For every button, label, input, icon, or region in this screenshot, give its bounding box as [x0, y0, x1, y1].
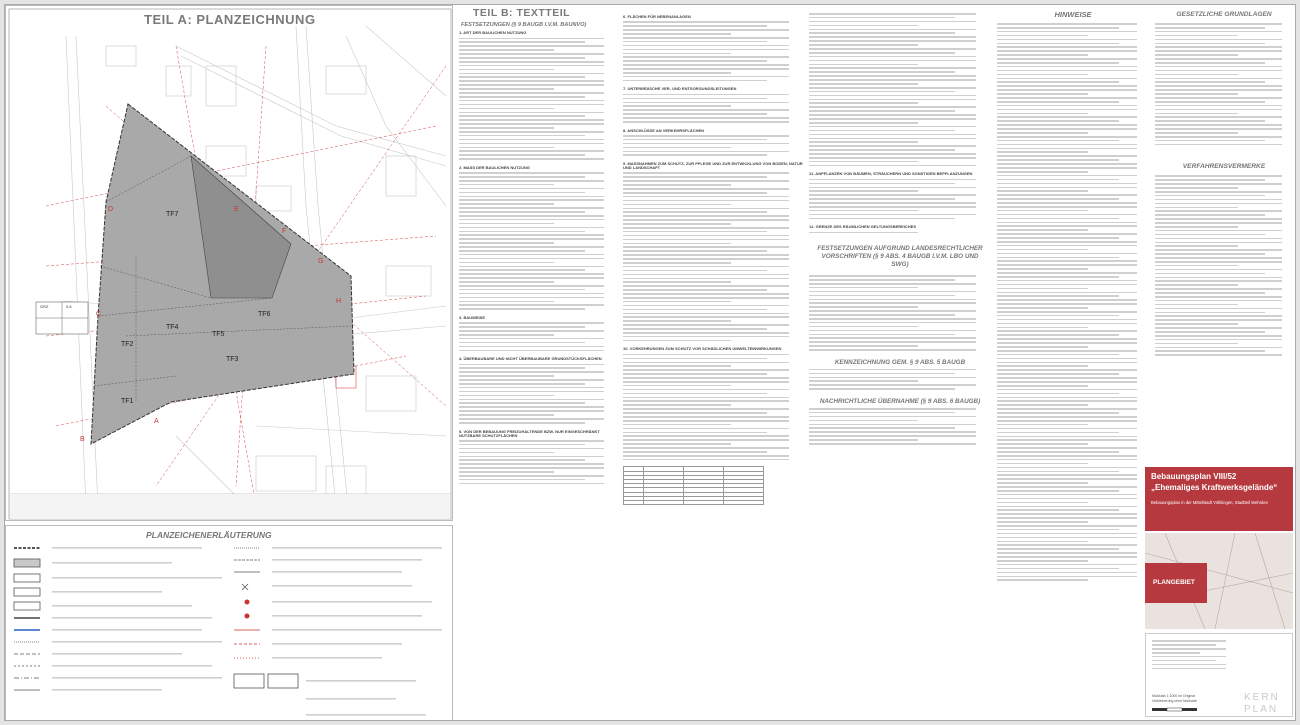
- footer-block: [1145, 633, 1293, 717]
- plan-map: [6, 6, 453, 521]
- section-6-heading: 6. FLÄCHEN FÜR NEBENANLAGEN: [623, 14, 691, 19]
- section-1-text: [459, 38, 617, 160]
- scale-bar: [1152, 706, 1212, 714]
- overview-map: [1145, 533, 1293, 629]
- section-1-heading: 1. ART DER BAULICHEN NUTZUNG: [459, 30, 527, 36]
- section-11-text: [809, 179, 991, 220]
- legend-title: PLANZEICHENERLÄUTERUNG: [146, 530, 272, 540]
- section-letter-d: D: [108, 206, 114, 213]
- zone-label-tf4: TF4: [166, 324, 179, 331]
- section-3-text: [459, 322, 617, 351]
- section-letter-h: H: [336, 298, 342, 305]
- hinweise-text: [997, 23, 1149, 581]
- scale-note: Maßstab 1:1000 im Original: [1152, 694, 1195, 698]
- kennzeichnung-text: [809, 369, 991, 390]
- section-3-heading: 3. BAUWEISE: [459, 314, 486, 320]
- section-9-text: [623, 172, 803, 341]
- section-letter-a: A: [154, 418, 159, 425]
- plan-drawing-panel: [5, 5, 453, 521]
- bplan-name: „Ehemaliges Kraftwerksgelände“: [1151, 483, 1278, 492]
- gesetz-text: [1155, 23, 1293, 145]
- zone-label-tf7: TF7: [166, 211, 179, 218]
- section-7-heading: 7. UNTERIRDISCHE VER- UND ENTSORGUNGSLEITUNGEN: [623, 86, 737, 92]
- section-12-text: [809, 232, 991, 234]
- hinweise-title: HINWEISE: [1054, 10, 1092, 19]
- section-4-text: [459, 364, 617, 424]
- footer-text: [1152, 638, 1232, 671]
- section-5-text: [459, 440, 617, 484]
- section-5-heading: 5. VON DER BEBAUUNG FREIZUHALTENDE BZW. NUR EINGESCHRÄNKT NUTZBARE SCHUTZFLÄCHEN: [459, 428, 600, 438]
- section-11-heading: 11. ANPFLANZEN VON BÄUMEN, STRÄUCHERN UND SONSTIGEN BEPFLANZUNGEN: [809, 171, 973, 177]
- section-8-text: [623, 135, 803, 156]
- textteil-column-1: [459, 9, 617, 717]
- section-8-heading: 8. ANSCHLÜSSE AN VERKEHRSFLÄCHEN: [623, 127, 705, 133]
- section-12-heading: 12. GRENZE DES RÄUMLICHEN GELTUNGSBEREICHES: [809, 224, 917, 230]
- kennzeichnung-heading: KENNZEICHNUNG GEM. § 9 ABS. 5 BAUGB: [834, 358, 966, 366]
- zone-label-tf2: TF2: [121, 341, 134, 348]
- section-4-heading: 4. ÜBERBAUBARE UND NICHT ÜBERBAUBARE GRUNDSTÜCKSFLÄCHEN: [459, 356, 602, 362]
- section-10-text: [623, 354, 803, 461]
- part-b-title: TEIL B: TEXTTEIL: [473, 9, 571, 19]
- kernplan-logo: KERN PLAN: [1244, 692, 1280, 715]
- textteil-column-2: [623, 9, 803, 717]
- section-2-heading: 2. MASS DER BAULICHEN NUTZUNG: [459, 164, 530, 170]
- column-3-text-top: [809, 13, 991, 166]
- section-6-text: [623, 21, 803, 81]
- section-letter-g: G: [318, 258, 324, 265]
- zone-label-tf5: TF5: [212, 331, 225, 338]
- section-letter-f: F: [282, 228, 287, 235]
- scale-note-small: Verkleinerung ohne Maßstab: [1152, 699, 1197, 703]
- nachrichtlich-heading: NACHRICHTLICHE ÜBERNAHME (§ 9 ABS. 6 BAUGB): [819, 397, 981, 405]
- plangebiet-label: PLANGEBIET: [1153, 579, 1195, 586]
- part-a-title: TEIL A: PLANZEICHNUNG: [144, 12, 316, 27]
- plan-sheet: [4, 4, 1296, 721]
- zone-label-tf6: TF6: [258, 311, 271, 318]
- legend-symbols: [6, 526, 453, 721]
- bplan-number: Bebauungsplan VIII/52: [1151, 472, 1237, 481]
- bplan-subtitle: Bebauungsplan in der Mittelstadt Völklingen, Stadtteil Wehrden: [1151, 500, 1269, 505]
- section-10-heading: 10. VORKEHRUNGEN ZUM SCHUTZ VOR SCHÄDLICHEN UMWELTEINWIRKUNGEN: [623, 346, 782, 352]
- zone-label-tf1: TF1: [121, 398, 134, 405]
- section-letter-c: C: [96, 311, 102, 318]
- textteil-column-3: [809, 9, 991, 717]
- noise-table: [623, 466, 764, 505]
- section-9-heading: 9. MASSNAHMEN ZUM SCHUTZ, ZUR PFLEGE UND ZUR ENTWICKLUNG VON BODEN, NATUR UND LANDSCHAFT: [623, 161, 803, 171]
- zone-label-tf3: TF3: [226, 356, 239, 363]
- verfahren-title: VERFAHRENSVERMERKE: [1182, 163, 1266, 171]
- hinweise-column: [997, 9, 1149, 717]
- section-letter-e: E: [234, 206, 239, 213]
- gesetz-title: GESETZLICHE GRUNDLAGEN: [1176, 11, 1272, 18]
- nachrichtlich-text: [809, 408, 991, 445]
- landesrecht-text: [809, 275, 991, 351]
- verfahren-text: [1155, 175, 1293, 356]
- landesrecht-heading: FESTSETZUNGEN AUFGRUND LANDESRECHTLICHER VORSCHRIFTEN (§ 9 ABS. 4 BAUGB I.V.M. LBO UND SWG): [817, 245, 983, 269]
- legend-panel: [5, 525, 453, 721]
- section-7-text: [623, 94, 803, 123]
- title-block: [1145, 467, 1293, 531]
- nutzungsschablone-grz: GRZ: [40, 304, 49, 309]
- part-b-subtitle: FESTSETZUNGEN (§ 9 BAUGB I.V.M. BAUNVO): [461, 22, 587, 29]
- section-letter-b: B: [80, 436, 85, 443]
- nutzungsschablone-value: 0,6: [66, 304, 72, 309]
- section-2-text: [459, 172, 617, 310]
